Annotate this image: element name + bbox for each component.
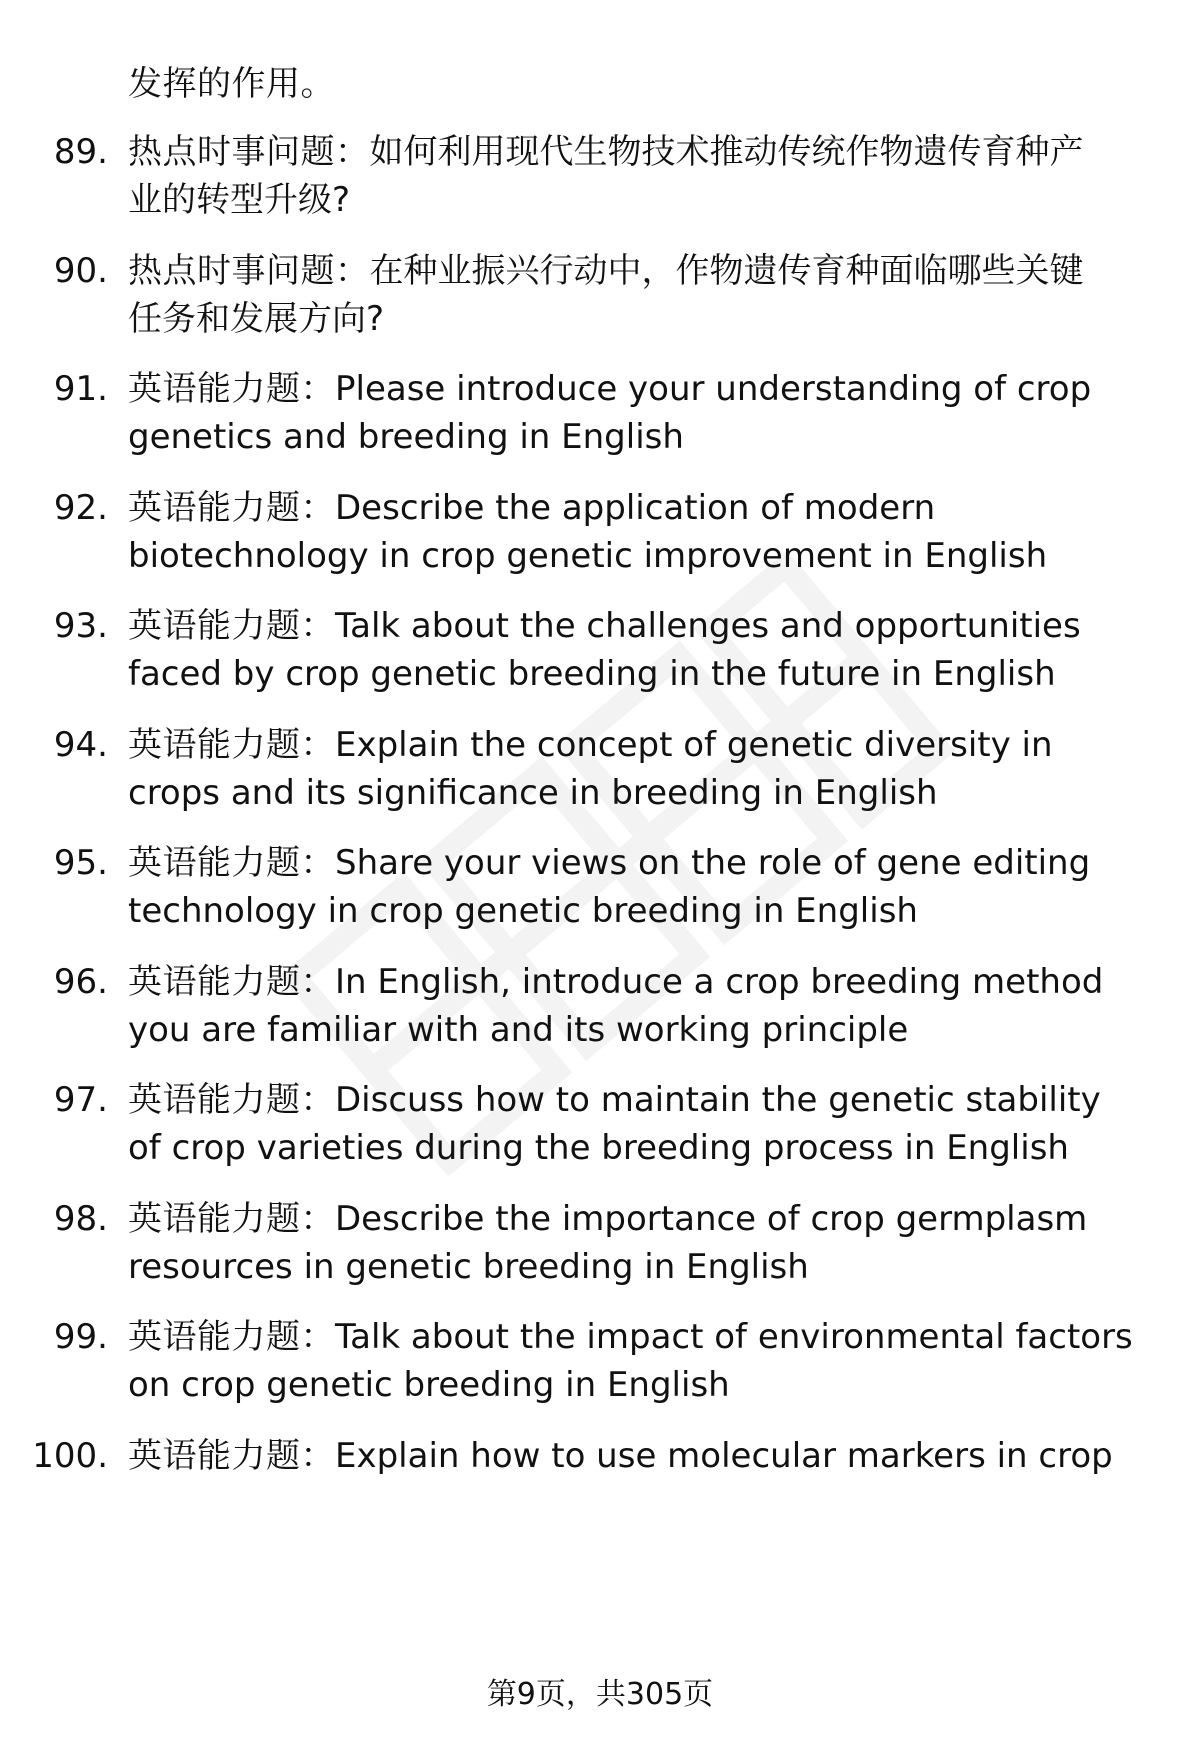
question-category-tag: 英语能力题： [128,1198,335,1239]
question-text [128,365,1168,461]
question-line-1 [128,1076,1168,1124]
question-category-tag: 英语能力题： [128,961,335,1002]
question-line-1 [128,128,1168,176]
question-line-1 [128,958,1168,1006]
question-category-tag: 热点时事问题： [128,132,370,172]
question-line-1-text: 在种业振兴行动中，作物遗传育种面临哪些关键 [369,250,1084,291]
page-footer: 第9页，共305页 [486,1677,714,1712]
question-line-2: of crop varieties during the breeding process in English [128,1128,1069,1168]
question-line-1-text: Talk about the challenges and opportunities [335,606,1081,646]
question-line-1-text: Explain the concept of genetic diversity in [335,724,1053,765]
question-line-1-text: Please introduce your understanding of crop [335,369,1092,409]
question-line-1-text: Discuss how to maintain the genetic stability [335,1080,1101,1120]
question-category-tag: 英语能力题： [128,1317,335,1357]
question-line-1 [128,1313,1168,1361]
question-text [128,1432,1168,1480]
question-line-1-text: Talk about the impact of environmental factors [335,1317,1133,1357]
question-category-tag: 英语能力题： [128,369,335,409]
question-line-1 [128,1432,1168,1480]
question-number: 92. [53,487,108,528]
question-line-1 [128,839,1168,887]
question-line-1 [128,602,1168,650]
question-line-1 [128,365,1168,413]
question-line-1 [128,484,1168,532]
question-text [128,128,1168,224]
question-line-2: 任务和发展方向? [128,298,385,339]
question-text [128,1313,1168,1409]
question-line-2: biotechnology in crop genetic improvement in English [128,535,1048,576]
question-line-1 [128,247,1168,295]
question-number: 97. [53,1080,108,1120]
question-line-1-text: Describe the application of modern [335,487,936,528]
question-line-1-text: Explain how to use molecular markers in crop [335,1435,1113,1476]
question-line-2: on crop genetic breeding in English [128,1365,730,1405]
question-number: 90. [53,250,108,291]
question-line-2: resources in genetic breeding in English [128,1246,809,1287]
question-text [128,839,1168,935]
question-category-tag: 英语能力题： [128,1080,335,1120]
question-text [128,484,1168,580]
question-number: 95. [53,843,108,883]
question-line-2: 业的转型升级? [128,180,351,220]
question-category-tag: 英语能力题： [128,606,335,646]
question-text [128,1076,1168,1172]
question-line-1-text: 如何利用现代生物技术推动传统作物遗传育种产 [369,132,1084,172]
question-category-tag: 英语能力题： [128,843,335,883]
question-line-2: crops and its significance in breeding in English [128,772,938,813]
question-line-1-text: Share your views on the role of gene editing [335,843,1091,883]
question-line-1 [128,721,1168,769]
question-category-tag: 热点时事问题： [128,250,370,291]
question-line-2: you are familiar with and its working principle [128,1009,909,1050]
question-line-1-text: Describe the importance of crop germplasm [335,1198,1088,1239]
question-text [128,247,1168,343]
question-line-2: genetics and breeding in English [128,417,684,457]
question-text [128,721,1168,817]
question-number: 93. [53,606,108,646]
question-text [128,602,1168,698]
question-number: 98. [53,1198,108,1239]
question-category-tag: 英语能力题： [128,1435,335,1476]
question-text [128,1195,1168,1291]
question-text [128,958,1168,1054]
question-line-1 [128,1195,1168,1243]
question-line-2: faced by crop genetic breeding in the future in English [128,654,1056,694]
question-number: 96. [53,961,108,1002]
question-number: 91. [53,369,108,409]
question-number: 89. [53,132,108,172]
question-category-tag: 英语能力题： [128,724,335,765]
question-category-tag: 英语能力题： [128,487,335,528]
question-number: 99. [53,1317,108,1357]
continuation-text: 发挥的作用。 [128,64,335,104]
question-line-1-text: In English, introduce a crop breeding method [335,961,1104,1002]
question-number: 100. [32,1435,108,1476]
question-number: 94. [53,724,108,765]
question-line-2: technology in crop genetic breeding in English [128,891,918,931]
